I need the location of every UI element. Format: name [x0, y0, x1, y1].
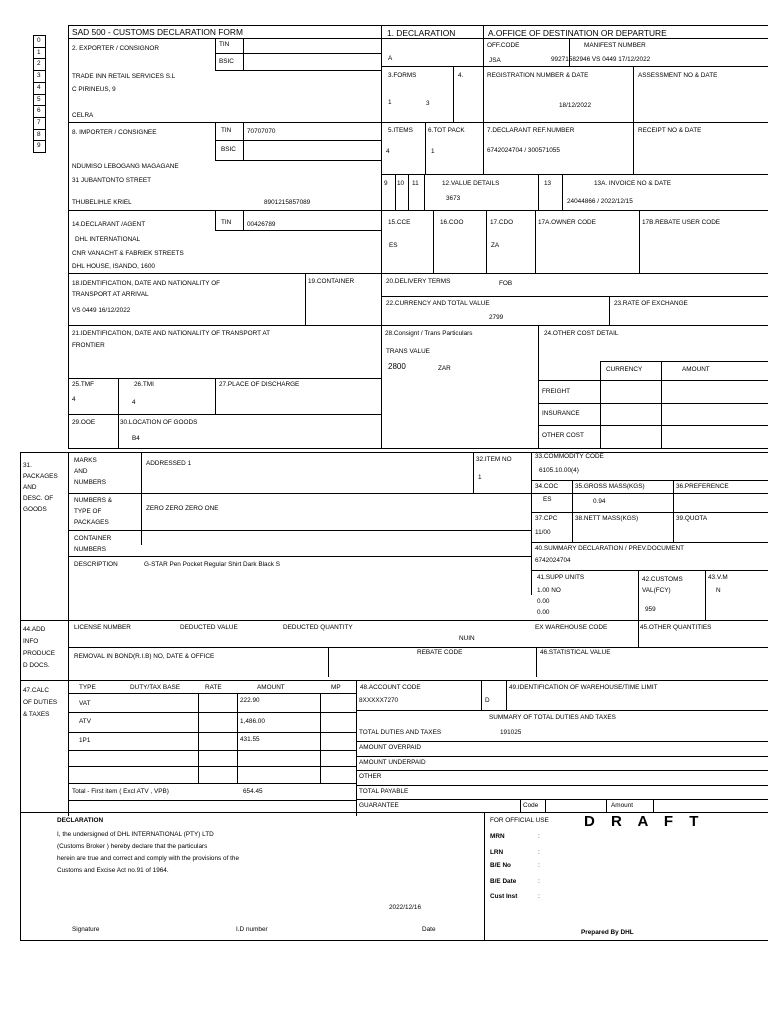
account-d: D	[485, 697, 490, 704]
container-numbers-label: CONTAINER NUMBERS	[74, 535, 112, 553]
total-payable-label: TOTAL PAYABLE	[359, 788, 409, 795]
insurance-label: INSURANCE	[542, 410, 580, 417]
importer-name: NDUMISO LEBOGANG MAGAGANE	[72, 163, 179, 170]
declarant-address2: DHL HOUSE, ISANDO, 1600	[72, 263, 155, 270]
delivery-value: FOB	[499, 280, 513, 287]
vm-value: N	[716, 587, 721, 594]
exporter-tin-label: TIN	[219, 41, 230, 48]
decl-ref-label: 7.DECLARANT REF.NUMBER	[487, 127, 575, 134]
registration-value: 18/12/2022	[559, 102, 592, 109]
description-label: DESCRIPTION	[74, 561, 118, 568]
rebate-user-label: 17B.REBATE USER CODE	[642, 219, 721, 226]
calc-header-mp: MP	[331, 684, 341, 691]
declaration-box-label: 1. DECLARATION	[387, 28, 456, 38]
customs-val-label: 42.CUSTOMS VAL(FCY)	[642, 576, 683, 594]
forms-4: 4.	[458, 72, 464, 79]
copy-number: 8	[37, 130, 41, 138]
exporter-bsic-label: BSIC	[219, 58, 234, 65]
statistical-label: 46.STATISTICAL VALUE	[540, 649, 611, 656]
currency-value: 2799	[489, 314, 504, 321]
account-value: 8XXXXX7270	[359, 697, 399, 704]
ex-warehouse-label: EX WAREHOUSE CODE	[535, 624, 608, 631]
total-duties-value: 191025	[500, 729, 522, 736]
calc-row-amount: 431.55	[240, 736, 260, 743]
calc-section-label: 47.CALC OF DUTIES & TAXES	[23, 687, 58, 718]
calc-total-label: Total - First item ( Excl ATV , VPB)	[72, 788, 169, 795]
declaration-line: herein are true and correct and comply with the provisions of the	[57, 855, 240, 862]
forms-v1: 1	[388, 99, 392, 106]
exchange-label: 23.RATE OF EXCHANGE	[614, 300, 688, 307]
commodity-value: 6105.10.00(4)	[539, 467, 579, 474]
arrival-value: VS 0449 16/12/2022	[72, 307, 131, 314]
location-label: 30.LOCATION OF GOODS	[120, 419, 198, 426]
amount-col: AMOUNT	[682, 366, 710, 373]
importer-label: 8. IMPORTER / CONSIGNEE	[72, 129, 157, 136]
numbers-label: NUMBERS & TYPE OF PACKAGES	[74, 497, 113, 526]
importer-address2: THUBELIHLE KRIEL	[72, 199, 132, 206]
value-details-label: 12.VALUE DETAILS	[442, 180, 500, 187]
other-qty-label: 45.OTHER QUANTITIES	[640, 624, 712, 631]
official-title: FOR OFFICIAL USE	[490, 817, 549, 824]
supp-value-2: 0.00	[537, 598, 550, 605]
coc-label: 34.COC	[535, 483, 559, 490]
copy-number: 7	[37, 118, 41, 126]
declarant-tin-value: 00426789	[247, 221, 276, 228]
declaration-date: 2022/12/16	[389, 904, 422, 911]
value-n13: 13	[544, 180, 552, 187]
tmi-value: 4	[132, 399, 136, 406]
calc-header-amount: AMOUNT	[257, 684, 285, 691]
copy-number: 5	[37, 95, 41, 103]
declaration-line: (Customs Broker ) hereby declare that the particulars	[57, 843, 208, 850]
other-cost-row-label: OTHER COST	[542, 432, 584, 439]
item-no-label: 32.ITEM NO	[476, 456, 512, 463]
exporter-address2: CELRA	[72, 112, 94, 119]
arrival-label-2: TRANSPORT AT ARRIVAL	[72, 291, 149, 298]
total-duties-label: TOTAL DUTIES AND TAXES	[359, 729, 442, 736]
importer-bsic-label: BSIC	[221, 146, 236, 153]
value-n9: 9	[384, 180, 388, 187]
calc-row-type: 1P1	[79, 737, 91, 744]
ooe-label: 29.OOE	[72, 419, 96, 426]
registration-label: REGISTRATION NUMBER & DATE	[487, 72, 589, 79]
coc-value: ES	[543, 496, 552, 503]
value-n11: 11	[412, 180, 419, 187]
deducted-qty-label: DEDUCTED QUANTITY	[283, 624, 353, 631]
form-title: SAD 500 - CUSTOMS DECLARATION FORM	[72, 27, 243, 37]
id-number-label: I.D number	[236, 926, 268, 933]
value-n10: 10	[397, 180, 405, 187]
removal-label: REMOVAL IN BOND(R.I.B) NO, DATE & OFFICE	[74, 653, 215, 660]
copy-number: 3	[37, 72, 41, 80]
official-field-label: Cust Inst	[490, 893, 518, 900]
decl-ref-value: 6742024704 / 300571055	[487, 147, 560, 154]
draft-stamp: D R A F T	[584, 813, 705, 830]
commodity-label: 33.COMMODITY CODE	[535, 453, 604, 460]
copy-number: 9	[37, 142, 41, 150]
tmf-label: 25.TMF	[72, 381, 95, 388]
freight-label: FREIGHT	[542, 388, 571, 395]
copy-number: 6	[37, 107, 41, 115]
customs-val-value: 959	[645, 606, 656, 613]
tot-pack-label: 6.TOT PACK	[428, 127, 465, 134]
importer-tin-label: TIN	[221, 127, 232, 134]
official-field-colon: :	[538, 833, 540, 840]
cpc-value: 11/00	[535, 529, 551, 536]
copy-number: 4	[37, 83, 41, 91]
forms-label: 3.FORMS	[388, 72, 417, 79]
decl-a-label: A	[388, 55, 393, 62]
importer-address1: 31 JUBANTONTO STREET	[72, 177, 152, 184]
off-code-label: OFF.CODE	[487, 42, 520, 49]
manifest-label: MANIFEST NUMBER	[584, 42, 646, 49]
official-field-colon: :	[538, 849, 540, 856]
cce-label: 15.CCE	[388, 219, 411, 226]
assessment-label: ASSESSMENT NO & DATE	[638, 72, 718, 79]
goods-section-label: 31. PACKAGES AND DESC. OF GOODS	[23, 462, 58, 513]
official-field-colon: :	[538, 878, 540, 885]
exporter-label: 2. EXPORTER / CONSIGNOR	[72, 45, 159, 52]
supp-value-1: 1.00 NO	[537, 587, 561, 594]
license-label: LICENSE NUMBER	[74, 624, 131, 631]
office-box-label: A.OFFICE OF DESTINATION OR DEPARTURE	[488, 28, 667, 38]
trans-value: 2800	[388, 362, 406, 371]
copy-number: 1	[37, 48, 41, 56]
calc-row-amount: 222.90	[240, 697, 260, 704]
currency-col: CURRENCY	[606, 366, 643, 373]
value-details-value: 3673	[446, 195, 461, 202]
info-section-label: 44.ADD INFO PRODUCE D DOCS.	[23, 626, 55, 669]
exporter-name: TRADE INN RETAIL SERVICES S.L	[72, 73, 176, 80]
marks-label: MARKS AND NUMBERS	[74, 457, 106, 486]
official-field-colon: :	[538, 862, 540, 869]
signature-label: Signature	[72, 926, 100, 933]
declarant-tin-label: TIN	[221, 219, 232, 226]
vm-label: 43.V.M	[708, 574, 728, 581]
code-label: Code	[523, 802, 539, 809]
prepared-by: Prepared By DHL	[581, 929, 634, 936]
calc-row-type: VAT	[79, 700, 91, 707]
description-value: G-STAR Pen Pocket Regular Shirt Dark Black S	[144, 561, 281, 568]
cpc-label: 37.CPC	[535, 515, 558, 522]
exporter-address1: C PIRINEUS, 9	[72, 86, 116, 93]
official-field-label: MRN	[490, 833, 505, 840]
supp-label: 41.SUPP UNITS	[537, 574, 585, 581]
trans-currency: ZAR	[438, 365, 451, 372]
discharge-label: 27.PLACE OF DISCHARGE	[219, 381, 300, 388]
items-value: 4	[386, 148, 390, 155]
consign-label: 28.Consignt / Trans Particulars	[385, 330, 473, 337]
declaration-title: DECLARATION	[57, 817, 104, 824]
container-label: 19.CONTAINER	[308, 278, 355, 285]
cdo-value: ZA	[491, 242, 500, 249]
account-label: 48.ACCOUNT CODE	[360, 684, 421, 691]
amount-label: Amount	[611, 802, 634, 809]
currency-label: 22.CURRENCY AND TOTAL VALUE	[386, 300, 490, 307]
owner-code-label: 17A.OWNER CODE	[538, 219, 596, 226]
numbers-value: ZERO ZERO ZERO ONE	[146, 505, 219, 512]
importer-phone: 8901215857089	[264, 199, 311, 206]
official-field-label: LRN	[490, 849, 504, 856]
nuin-label: NUIN	[459, 635, 475, 642]
declarant-name: DHL INTERNATIONAL	[75, 236, 141, 243]
preference-label: 36.PREFERENCE	[676, 483, 729, 490]
tmi-label: 26.TMI	[134, 381, 154, 388]
arrival-label-1: 18.IDENTIFICATION, DATE AND NATIONALITY OF	[72, 280, 221, 287]
items-label: 5.ITEMS	[388, 127, 413, 134]
marks-value: ADDRESSED 1	[146, 460, 192, 467]
copy-number: 0	[37, 37, 41, 44]
guarantee-label: GUARANTEE	[359, 802, 399, 809]
calc-row-amount: 1,486.00	[240, 718, 265, 725]
declarant-address1: CNR VANACHT & FABRIEK STREETS	[72, 250, 184, 257]
coo-label: 16.COO	[440, 219, 464, 226]
frontier-label-2: FRONTIER	[72, 342, 105, 349]
rebate-code-label: REBATE CODE	[417, 649, 463, 656]
declarant-label: 14.DECLARANT /AGENT	[72, 221, 146, 228]
gross-label: 35.GROSS MASS(KGS)	[575, 483, 645, 490]
summary-title: SUMMARY OF TOTAL DUTIES AND TAXES	[489, 714, 616, 721]
calc-header-base: DUTY/TAX BASE	[130, 684, 181, 691]
quota-label: 39.QUOTA	[676, 515, 708, 522]
calc-header-rate: RATE	[205, 684, 222, 691]
supp-value-3: 0.00	[537, 609, 550, 616]
calc-header-type: TYPE	[79, 684, 96, 691]
calc-total-value: 654.45	[243, 788, 263, 795]
off-code-value: JSA	[489, 57, 501, 64]
amount-overpaid-label: AMOUNT OVERPAID	[359, 744, 421, 751]
cdo-label: 17.CDO	[490, 219, 514, 226]
copy-number: 2	[37, 60, 41, 68]
manifest-value: 99271582946 VS 0449 17/12/2022	[551, 56, 651, 63]
gross-value: 0.94	[593, 498, 606, 505]
cce-value: ES	[389, 242, 398, 249]
declaration-line: I, the undersigned of DHL INTERNATIONAL (PTY) LTD	[57, 831, 214, 838]
delivery-label: 20.DELIVERY TERMS	[386, 278, 451, 285]
nett-label: 38.NETT MASS(KGS)	[575, 515, 639, 522]
other-cost-label: 24.OTHER COST DETAIL	[544, 330, 619, 337]
trans-value-label: TRANS VALUE	[386, 348, 430, 355]
warehouse-label: 49.IDENTIFICATION OF WAREHOUSE/TIME LIMIT	[509, 684, 658, 691]
receipt-label: RECEIPT NO & DATE	[638, 127, 702, 134]
tot-pack-value: 1	[431, 148, 435, 155]
summary-label: 40.SUMMARY DECLARATION / PREV.DOCUMENT	[535, 545, 685, 552]
date-label: Date	[422, 926, 436, 933]
official-field-label: B/E Date	[490, 878, 517, 885]
calc-row-type: ATV	[79, 718, 91, 725]
importer-tin-value: 70707070	[247, 128, 276, 135]
summary-value: 6742024704	[535, 557, 571, 564]
invoice-label: 13A. INVOICE NO & DATE	[594, 180, 672, 187]
amount-underpaid-label: AMOUNT UNDERPAID	[359, 759, 426, 766]
frontier-label-1: 21.IDENTIFICATION, DATE AND NATIONALITY OF TRANSPORT AT	[72, 330, 271, 337]
item-no-value: 1	[478, 474, 482, 481]
forms-v3: 3	[426, 100, 430, 107]
invoice-value: 24044866 / 2022/12/15	[567, 198, 633, 205]
official-field-colon: :	[538, 893, 540, 900]
location-value: B4	[132, 435, 140, 442]
deducted-value-label: DEDUCTED VALUE	[180, 624, 238, 631]
other-label: OTHER	[359, 773, 382, 780]
official-field-label: B/E No	[490, 862, 511, 869]
declaration-line: Customs and Excise Act no.91 of 1964.	[57, 867, 169, 874]
tmf-value: 4	[72, 396, 76, 403]
